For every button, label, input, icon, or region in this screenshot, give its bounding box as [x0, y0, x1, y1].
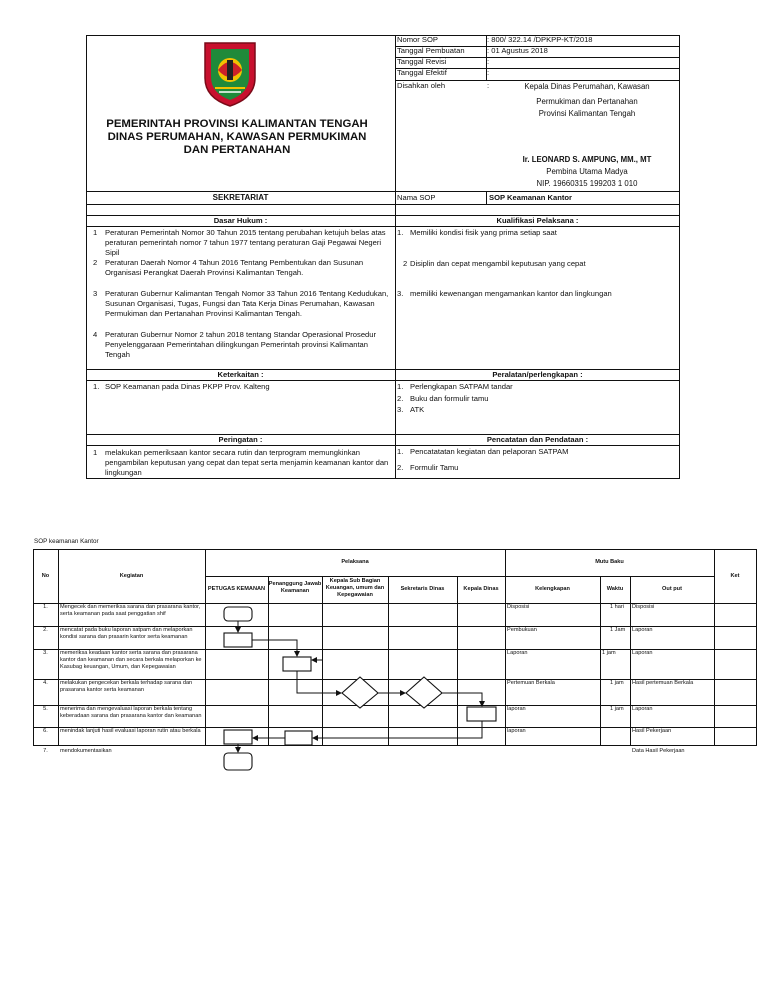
- col-header-kelengkapan: Kelengkapan: [535, 586, 570, 592]
- row-2-output: Laporan: [632, 627, 653, 633]
- arrow-2-3: [252, 640, 297, 656]
- row-6-kegiatan: menindak lanjuti hasil evaluasi laporan rutin atau berkala: [60, 728, 201, 734]
- kualifikasi-num-2: 2: [403, 259, 408, 268]
- row-4-kelengkapan: Pertemuan Berkala: [507, 680, 555, 686]
- gov-title-line2: DINAS PERUMAHAN, KAWASAN PERMUKIMAN: [107, 131, 367, 143]
- keterkaitan-num-1: 1.: [93, 382, 100, 391]
- row-4-no: 4.: [43, 680, 48, 686]
- dasar-hukum-item-1: Peraturan Pemerintah Nomor 30 Tahun 2015 tentang perubahan ketujuh belas atas peraturan pemerintah nomor 7 tahun 1977 tentang peraturan Gaji Pegawai Negeri Sipil: [105, 228, 386, 257]
- unit-name: SEKRETARIAT: [212, 193, 269, 202]
- flow-caption: SOP keamanan Kantor: [34, 538, 99, 545]
- row-1-kelengkapan: Disposisi: [507, 604, 530, 610]
- col-header-ket: Ket: [730, 573, 740, 579]
- tanggal-efektif-label: Tanggal Efektif: [397, 68, 447, 77]
- dasar-hukum-item-2: Peraturan Daerah Nomor 4 Tahun 2016 Tentang Pembentukan dan Susunan Organisasi Perangkat Daerah Provinsi Kalimantan Tengah.: [105, 258, 364, 277]
- peralatan-title: Peralatan/perlengkapan :: [492, 370, 583, 379]
- row-3-waktu: 1 jam: [602, 650, 616, 656]
- row-6-no: 6.: [43, 728, 48, 734]
- flow-step-6-box-a: [224, 730, 252, 744]
- pencatatan-num-2: 2.: [397, 463, 404, 472]
- disahkan-colon: :: [487, 81, 490, 90]
- row-1-no: 1.: [43, 604, 48, 610]
- flow-end-terminator: [224, 753, 252, 770]
- peralatan-num-1: 1.: [397, 382, 404, 391]
- col-header-actor-4: Sekretaris Dinas: [400, 586, 445, 592]
- nomor-sop-value: : 800/ 322.14 /DPKPP-KT/2018: [487, 35, 593, 44]
- dasar-hukum-item-3: Peraturan Gubernur Kalimantan Tengah Nomor 33 Tahun 2016 Tentang Kedudukan, Susunan Organisasi, Tugas, Fungsi dan Tata Kerja Dinas Perumahan, Kawasan Permukiman dan Pertanahan Provinsi Kalimantan Tengah.: [105, 289, 389, 318]
- tanggal-pembuatan-value: : 01 Agustus 2018: [487, 46, 548, 55]
- pencatatan-num-1: 1.: [397, 447, 404, 456]
- row-7-no: 7.: [43, 748, 48, 754]
- dasar-hukum-num-4: 4: [93, 330, 98, 339]
- dasar-hukum-title: Dasar Hukum :: [213, 216, 268, 225]
- row-5-output: Laporan: [632, 706, 653, 712]
- authority-line1: Kepala Dinas Perumahan, Kawasan: [524, 82, 650, 91]
- col-header-pelaksana: Pelaksana: [341, 559, 369, 565]
- kualifikasi-item-3: memiliki kewenangan mengamankan kantor dan lingkungan: [410, 289, 612, 298]
- peralatan-item-2: Buku dan formulir tamu: [410, 394, 489, 403]
- peralatan-num-3: 3.: [397, 405, 404, 414]
- gov-title-line3: DAN PERTANAHAN: [183, 144, 291, 156]
- row-2-kelengkapan: Pembukuan: [507, 627, 537, 633]
- row-2-kegiatan: mencatat pada buku laporan satpam dan melaporkan kondisi sarana dan prasarin kantor serta keamanan: [60, 627, 193, 640]
- kualifikasi-num-3: 3.: [397, 289, 404, 298]
- authority-line3: Provinsi Kalimantan Tengah: [538, 109, 636, 118]
- col-header-kegiatan: Kegiatan: [119, 573, 144, 579]
- row-7-kegiatan: mendokumentasikan: [60, 748, 112, 754]
- row-7-output: Data Hasil Pekerjaan: [632, 748, 685, 754]
- keterkaitan-title: Keterkaitan :: [217, 370, 264, 379]
- col-header-output: Out put: [662, 586, 682, 592]
- col-header-actor-2: Penanggung Jawab Keamanan: [268, 581, 322, 594]
- row-1-output: Disposisi: [632, 604, 655, 610]
- row-3-no: 3.: [43, 650, 48, 656]
- nama-sop-label: Nama SOP: [397, 193, 436, 202]
- peralatan-num-2: 2.: [397, 394, 404, 403]
- row-3-output: Laporan: [632, 650, 653, 656]
- peringatan-title: Peringatan :: [218, 435, 263, 444]
- arrow-5-6: [313, 721, 482, 738]
- row-3-kelengkapan: Laporan: [507, 650, 528, 656]
- row-4-output: Hasil pertemuan Berkala: [632, 680, 694, 686]
- dasar-hukum-num-2: 2: [93, 258, 98, 267]
- row-4-kegiatan: melakukan pengecekan berkala terhadap sarana dan prasarana kantor serta keamanan: [60, 680, 193, 693]
- row-2-waktu: 1 Jam: [610, 627, 626, 633]
- row-2-no: 2.: [43, 627, 48, 633]
- flow-step-2-box: [224, 633, 252, 647]
- col-header-no: No: [41, 573, 50, 579]
- flow-start-terminator: [224, 607, 252, 621]
- row-5-kegiatan: menerima dan mengevaluasi laporan berkala tentang keberadaan sarana dan prasarana kantor dan keamanan: [60, 706, 202, 719]
- signer-name: Ir. LEONARD S. AMPUNG, MM., MT: [522, 155, 652, 164]
- gov-title-line1: PEMERINTAH PROVINSI KALIMANTAN TENGAH: [106, 118, 368, 130]
- signer-rank: Pembina Utama Madya: [546, 167, 628, 176]
- row-6-output: Hasil Pekerjaan: [632, 728, 672, 734]
- col-header-actor-5: Kepala Dinas: [463, 586, 499, 592]
- flow-decision-2: [406, 677, 442, 708]
- peralatan-item-3: ATK: [410, 405, 425, 414]
- pencatatan-item-2: Formulir Tamu: [410, 463, 459, 472]
- nomor-sop-label: Nomor SOP: [397, 35, 438, 44]
- keterkaitan-item-1: SOP Keamanan pada Dinas PKPP Prov. Kalteng: [105, 382, 270, 391]
- col-header-waktu: Waktu: [606, 586, 624, 592]
- col-header-mutu-baku: Mutu Baku: [595, 559, 624, 565]
- dasar-hukum-item-4: Peraturan Gubernur Nomor 2 tahun 2018 tentang Standar Operasional Prosedur Penyelenggaraan Pemerintahan dilingkungan Pemerintah provinsi Kalimantan Tengah: [105, 330, 377, 359]
- kualifikasi-item-1: Memiliki kondisi fisik yang prima setiap saat: [410, 228, 557, 237]
- flow-decision-1: [342, 677, 378, 708]
- flow-step-6-box-b: [285, 731, 312, 745]
- flow-step-5-box: [467, 707, 496, 721]
- tanggal-revisi-label: Tanggal Revisi: [397, 57, 447, 66]
- nama-sop-value: SOP Keamanan Kantor: [489, 193, 572, 202]
- row-6-kelengkapan: laporan: [507, 728, 526, 734]
- kualifikasi-title: Kualifikasi Pelaksana :: [496, 216, 579, 225]
- disahkan-label: Disahkan oleh: [397, 81, 446, 90]
- authority-line2: Permukiman dan Pertanahan: [536, 97, 638, 106]
- row-5-no: 5.: [43, 706, 48, 712]
- tanggal-efektif-value: :: [487, 68, 490, 77]
- col-header-actor-1: PETUGAS KEMANAN: [207, 586, 266, 592]
- kualifikasi-item-2: Disiplin dan cepat mengambil keputusan yang cepat: [410, 259, 586, 268]
- arrow-decision-5: [442, 693, 482, 706]
- row-1-kegiatan: Mengecek dan memeriksa sarana dan prasarana kantor, serta keamanan pada saat penggatian shif: [60, 604, 201, 617]
- row-3-kegiatan: memeriksa keadaan kantor serta sarana dan prasarana kantor dan keamanan dan secara berkala melaporkan ke Kasubag keuangan, Umum, dan Kepegawaian: [60, 650, 202, 670]
- pencatatan-item-1: Pencatatatan kegiatan dan pelaporan SATPAM: [410, 447, 569, 456]
- signer-nip: NIP. 19660315 199203 1 010: [536, 179, 638, 188]
- col-header-actor-3: Kepala Sub Bagian Keuangan, umum dan Kepegawaian: [325, 578, 385, 598]
- dasar-hukum-num-1: 1: [93, 228, 98, 237]
- dasar-hukum-num-3: 3: [93, 289, 98, 298]
- kualifikasi-num-1: 1.: [397, 228, 404, 237]
- tanggal-pembuatan-label: Tanggal Pembuatan: [397, 46, 465, 55]
- peringatan-item-1: melakukan pemeriksaan kantor secara rutin dan terprogram memungkinkan pengambilan keputusan yang cepat dan tepat serta menjamin keamanan kantor dan lingkungan: [105, 448, 389, 477]
- flow-step-3-box: [283, 657, 311, 671]
- row-1-waktu: 1 hari: [610, 604, 624, 610]
- arrow-3-decision: [297, 671, 341, 693]
- peringatan-num-1: 1: [93, 448, 98, 457]
- row-4-waktu: 1 jam: [610, 680, 624, 686]
- row-5-waktu: 1 jam: [610, 706, 624, 712]
- pencatatan-title: Pencatatan dan Pendataan :: [486, 435, 589, 444]
- row-5-kelengkapan: laporan: [507, 706, 526, 712]
- peralatan-item-1: Perlengkapan SATPAM tandar: [410, 382, 513, 391]
- tanggal-revisi-value: :: [487, 57, 490, 66]
